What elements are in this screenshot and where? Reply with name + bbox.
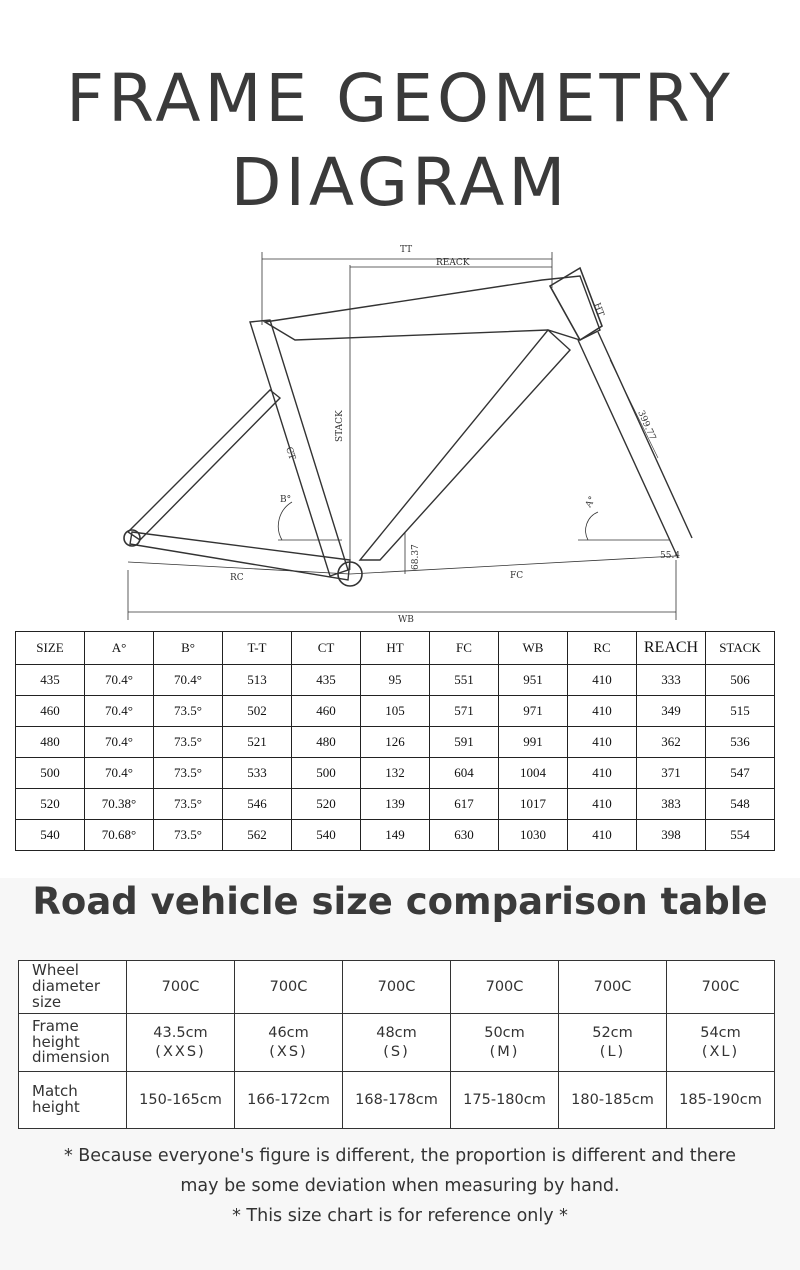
seat-angle-arc — [278, 502, 292, 540]
table-row — [16, 789, 775, 820]
table-cell: 700C — [235, 961, 343, 1014]
table-cell: 548 — [706, 789, 775, 820]
table-cell — [667, 1014, 775, 1072]
table-cell: 500 — [292, 758, 361, 789]
table-cell: 506 — [706, 665, 775, 696]
table-cell: 480 — [16, 727, 85, 758]
table-cell: 971 — [499, 696, 568, 727]
frame-size: (L) — [599, 1043, 626, 1060]
rc-label: RC — [230, 573, 244, 583]
table-cell: 73.5° — [154, 696, 223, 727]
table-cell: 460 — [292, 696, 361, 727]
table-cell — [235, 1014, 343, 1072]
geometry-table — [15, 631, 775, 851]
frame-size: (XS) — [269, 1043, 308, 1060]
table-cell: 180-185cm — [559, 1072, 667, 1129]
table-cell: 533 — [223, 758, 292, 789]
table-row — [19, 961, 775, 1014]
table-header-row — [16, 632, 775, 665]
disclaimer-line: may be some deviation when measuring by hand. — [180, 1176, 620, 1196]
table-cell: 349 — [637, 696, 706, 727]
seat-stay — [128, 390, 280, 540]
table-cell: 435 — [16, 665, 85, 696]
reference-note: * This size chart is for reference only * — [232, 1206, 568, 1226]
row-label — [19, 1014, 127, 1072]
table-cell: 520 — [292, 789, 361, 820]
page-title-line-1: FRAME GEOMETRY — [66, 60, 734, 137]
table-cell: 1030 — [499, 820, 568, 851]
table-row — [16, 727, 775, 758]
row-label — [19, 961, 127, 1014]
header-cell: CT — [292, 632, 361, 665]
table-row — [19, 1014, 775, 1072]
row-label-line: Wheel — [32, 961, 79, 980]
table-cell: 591 — [430, 727, 499, 758]
table-cell: 480 — [292, 727, 361, 758]
fork-length-label: 399.77 — [635, 409, 658, 442]
stack-label: STACK — [335, 410, 345, 442]
seat-tube — [250, 320, 348, 576]
frame-cm: 48cm — [376, 1025, 417, 1042]
table-cell: 383 — [637, 789, 706, 820]
table-cell: 410 — [568, 727, 637, 758]
table-cell: 547 — [706, 758, 775, 789]
table-cell: 73.5° — [154, 727, 223, 758]
row-label-line: dimension — [32, 1048, 110, 1067]
table-cell: 70.4° — [154, 665, 223, 696]
header-cell: SIZE — [16, 632, 85, 665]
table-cell: 333 — [637, 665, 706, 696]
header-cell: REACH — [637, 632, 706, 665]
table-cell: 105 — [361, 696, 430, 727]
table-row — [19, 1072, 775, 1129]
size-comparison-table — [18, 960, 775, 1129]
table-cell: 1017 — [499, 789, 568, 820]
row-label — [19, 1072, 127, 1129]
table-cell: 604 — [430, 758, 499, 789]
ct-label: CT — [283, 445, 297, 462]
table-cell: 166-172cm — [235, 1072, 343, 1129]
table-cell: 540 — [16, 820, 85, 851]
table-cell: 149 — [361, 820, 430, 851]
table-cell: 371 — [637, 758, 706, 789]
table-cell: 700C — [343, 961, 451, 1014]
bb-drop-label: 68.37 — [411, 544, 421, 570]
page-title-line-2: DIAGRAM — [230, 144, 570, 221]
row-label-line: Frame — [32, 1016, 79, 1035]
table-cell: 70.68° — [85, 820, 154, 851]
table-cell: 700C — [559, 961, 667, 1014]
table-cell: 168-178cm — [343, 1072, 451, 1129]
b-angle-label: B° — [280, 495, 292, 505]
header-cell: WB — [499, 632, 568, 665]
table-cell: 502 — [223, 696, 292, 727]
table-cell: 540 — [292, 820, 361, 851]
header-cell: RC — [568, 632, 637, 665]
table-cell: 73.5° — [154, 789, 223, 820]
table-row — [16, 665, 775, 696]
table-cell: 70.4° — [85, 696, 154, 727]
table-cell: 139 — [361, 789, 430, 820]
row-label-line: size — [32, 992, 62, 1011]
fork-offset-label: 55.4 — [660, 551, 681, 561]
table-cell: 95 — [361, 665, 430, 696]
wb-label: WB — [398, 615, 414, 625]
header-cell: B° — [154, 632, 223, 665]
reack-label: REACK — [436, 258, 470, 268]
table-cell: 991 — [499, 727, 568, 758]
frame-size: (M) — [489, 1043, 520, 1060]
table-cell: 126 — [361, 727, 430, 758]
table-cell: 515 — [706, 696, 775, 727]
table-cell: 700C — [127, 961, 235, 1014]
table-cell: 554 — [706, 820, 775, 851]
header-cell: A° — [85, 632, 154, 665]
row-label-line: height — [32, 1098, 80, 1116]
table-cell: 132 — [361, 758, 430, 789]
table-cell: 460 — [16, 696, 85, 727]
frame-size: (XXS) — [155, 1043, 206, 1060]
tt-label: TT — [400, 245, 413, 255]
disclaimer-line: * Because everyone's figure is different, the proportion is different and there — [63, 1146, 737, 1166]
table-cell: 630 — [430, 820, 499, 851]
fc-label: FC — [510, 571, 524, 581]
row-label-line: height — [32, 1032, 80, 1051]
table-cell: 410 — [568, 665, 637, 696]
table-cell — [127, 1014, 235, 1072]
table-cell: 70.38° — [85, 789, 154, 820]
frame-cm: 46cm — [268, 1025, 309, 1042]
header-cell: STACK — [706, 632, 775, 665]
frame-geometry-diagram — [110, 240, 710, 625]
table-cell: 70.4° — [85, 665, 154, 696]
row-label-line: diameter — [32, 977, 100, 996]
table-cell: 150-165cm — [127, 1072, 235, 1129]
table-cell: 536 — [706, 727, 775, 758]
table-cell: 73.5° — [154, 820, 223, 851]
table-cell: 70.4° — [85, 758, 154, 789]
frame-cm: 52cm — [592, 1025, 633, 1042]
table-cell — [451, 1014, 559, 1072]
table-cell: 500 — [16, 758, 85, 789]
table-cell: 1004 — [499, 758, 568, 789]
table-cell: 410 — [568, 789, 637, 820]
table-cell: 951 — [499, 665, 568, 696]
frame-size: (S) — [383, 1043, 410, 1060]
ht-label: HT — [591, 301, 606, 319]
table-cell — [343, 1014, 451, 1072]
table-row — [16, 820, 775, 851]
table-cell: 398 — [637, 820, 706, 851]
table-cell: 571 — [430, 696, 499, 727]
table-cell: 362 — [637, 727, 706, 758]
table-cell: 520 — [16, 789, 85, 820]
table-row — [16, 758, 775, 789]
fork-front — [578, 340, 678, 558]
table-cell — [559, 1014, 667, 1072]
table-cell: 73.5° — [154, 758, 223, 789]
header-cell: HT — [361, 632, 430, 665]
table-cell: 410 — [568, 696, 637, 727]
row-label-line: Match — [32, 1082, 78, 1101]
down-tube — [360, 330, 570, 560]
table-cell: 435 — [292, 665, 361, 696]
table-cell: 700C — [667, 961, 775, 1014]
table-row — [16, 696, 775, 727]
table-cell: 562 — [223, 820, 292, 851]
table-cell: 410 — [568, 820, 637, 851]
table-cell: 175-180cm — [451, 1072, 559, 1129]
fork-length-line — [610, 360, 658, 458]
table-cell: 521 — [223, 727, 292, 758]
table-cell: 700C — [451, 961, 559, 1014]
table-cell: 513 — [223, 665, 292, 696]
a-angle-label: A° — [583, 494, 599, 510]
header-cell: T-T — [223, 632, 292, 665]
table-cell: 185-190cm — [667, 1072, 775, 1129]
frame-cm: 43.5cm — [153, 1025, 208, 1042]
frame-cm: 50cm — [484, 1025, 525, 1042]
table-cell: 546 — [223, 789, 292, 820]
head-angle-arc — [586, 512, 598, 540]
table-cell: 70.4° — [85, 727, 154, 758]
table-cell: 617 — [430, 789, 499, 820]
table-cell: 551 — [430, 665, 499, 696]
header-cell: FC — [430, 632, 499, 665]
size-comparison-title: Road vehicle size comparison table — [32, 880, 768, 923]
frame-cm: 54cm — [700, 1025, 741, 1042]
table-cell: 410 — [568, 758, 637, 789]
frame-size: (XL) — [701, 1043, 740, 1060]
